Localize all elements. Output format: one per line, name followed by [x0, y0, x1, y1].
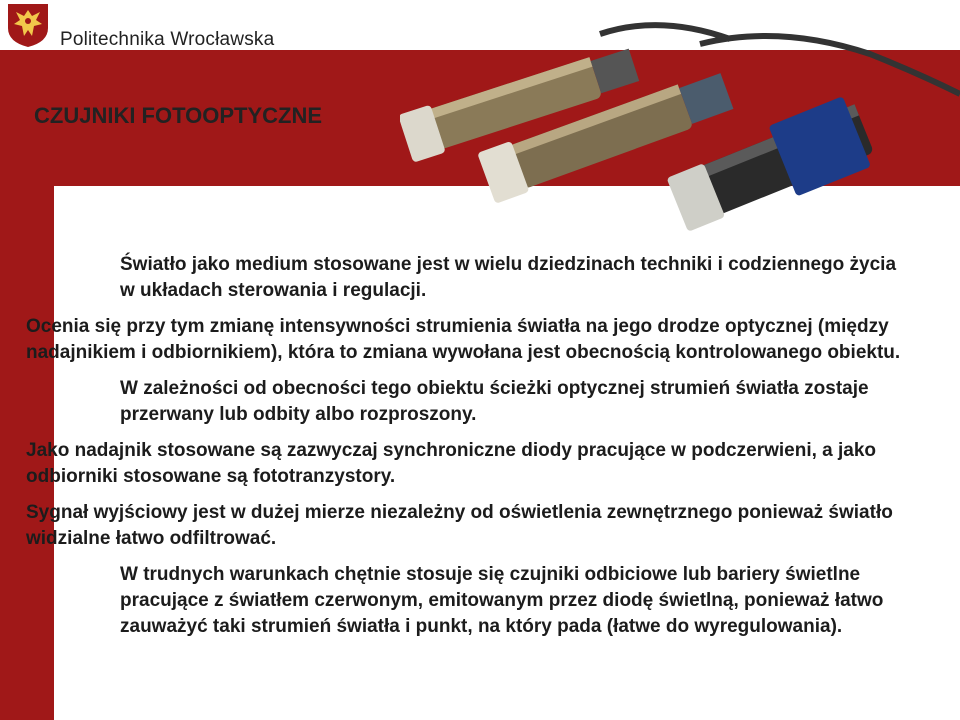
paragraph-3: W zależności od obecności tego obiektu ścieżki optycznej strumień światła zostaje przerwany lub odbity albo rozproszony.: [120, 378, 869, 425]
paragraph-1: Światło jako medium stosowane jest w wielu dziedzinach techniki i codziennego życia w układach sterowania i regulacji.: [120, 254, 897, 301]
paragraph-5: Sygnał wyjściowy jest w dużej mierze niezależny od oświetlenia zewnętrznego ponieważ światło widzialne łatwo odfiltrować.: [26, 502, 893, 549]
paragraph-4: Jako nadajnik stosowane są zazwyczaj synchroniczne diody pracujące w podczerwieni, a jako odbiorniki stosowane są fototranzystory.: [26, 440, 877, 487]
slide-title: CZUJNIKI FOTOOPTYCZNE: [34, 103, 323, 128]
photoelectric-sensors-photo: [400, 14, 960, 240]
paragraph-2: Ocenia się przy tym zmianę intensywności strumienia światła na jego drodze optycznej (między nadajnikiem i odbiornikiem), która to zmiana wywołana jest obecnością kontrolowanego obiektu.: [26, 316, 901, 363]
organization-name: Politechnika Wrocławska: [60, 29, 275, 50]
body-text: [26, 252, 906, 640]
paragraph-6: W trudnych warunkach chętnie stosuje się czujniki odbiciowe lub bariery świetlne pracujące z światłem czerwonym, emitowanym przez diodę świetlną, ponieważ łatwo zauważyć taki strumień światła i punkt, na który pada (łatwe do wyregulowania).: [120, 564, 884, 637]
university-eagle-logo-icon: [4, 2, 52, 48]
